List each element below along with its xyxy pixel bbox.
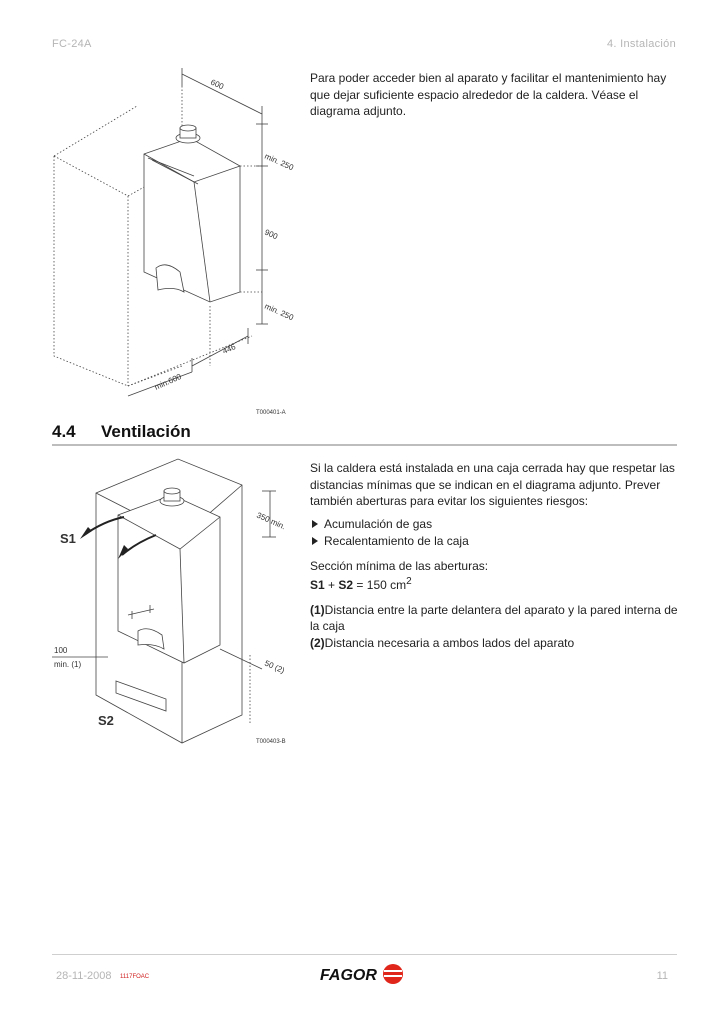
intro-paragraph: Para poder acceder bien al aparato y facilitar el mantenimiento hay que dejar suficiente espacio alrededor de la caldera. Véase el diagrama adjunto.	[310, 71, 667, 118]
section-title: Ventilación	[101, 422, 191, 441]
page-number: 11	[656, 970, 668, 982]
footer-date: 28-11-2008	[56, 970, 112, 982]
header-document-code: FC-24A	[52, 38, 92, 50]
fagor-logo	[320, 962, 408, 986]
dim-50-label: 50 (2)	[263, 658, 286, 676]
header-chapter-title: 4. Instalación	[606, 38, 676, 50]
note-item: (2)Distancia necesaria a ambos lados del aparato	[310, 635, 575, 650]
notes	[310, 602, 682, 652]
brand-name: FAGOR	[320, 967, 377, 984]
s1-label: S1	[60, 531, 76, 546]
dim-900-label: 900	[263, 227, 280, 242]
section-divider	[52, 444, 677, 446]
section-number: 4.4	[52, 422, 76, 441]
risk-list	[310, 516, 682, 550]
figure1-code: T000401-A	[256, 410, 286, 416]
dim-min250-top-label: min. 250	[263, 151, 295, 173]
bullet-triangle-icon	[312, 537, 318, 545]
opening-formula	[310, 558, 682, 594]
note-item: (1)Distancia entre la parte delantera del aparato y la pared interna de la caja	[310, 602, 678, 633]
ventilation-paragraph: Si la caldera está instalada en una caja cerrada hay que respetar las distancias mínimas que se indican en el diagrama adjunto. Prever también aberturas para evitar los siguientes riesgos:	[310, 461, 675, 508]
dim-446-label: 446	[221, 342, 238, 356]
footer-code: 1117FOAC	[120, 974, 150, 980]
s2-label: S2	[98, 713, 114, 728]
dim-600-label: 600	[209, 77, 226, 92]
dim-min250-bottom-label: min. 250	[263, 301, 295, 323]
dim-min600-label: min.600	[153, 372, 183, 392]
ventilation-text-block	[310, 460, 682, 651]
figure2-code: T000403-B	[256, 739, 286, 745]
formula-expression: S1 + S2 = 150 $cm^2$	[310, 576, 412, 592]
footer-divider	[52, 954, 677, 955]
risk-item: Recalentamiento de la caja	[310, 533, 682, 550]
dim-100-label: 100	[54, 646, 68, 655]
clearance-diagram	[52, 66, 302, 418]
dim-min1-label: min. (1)	[54, 660, 82, 669]
dim-350-label: 350 min.	[255, 510, 287, 532]
risk-item: Acumulación de gas	[310, 516, 682, 533]
bullet-triangle-icon	[312, 520, 318, 528]
ventilation-diagram	[52, 455, 302, 750]
formula-label: Sección mínima de las aberturas:	[310, 558, 489, 573]
